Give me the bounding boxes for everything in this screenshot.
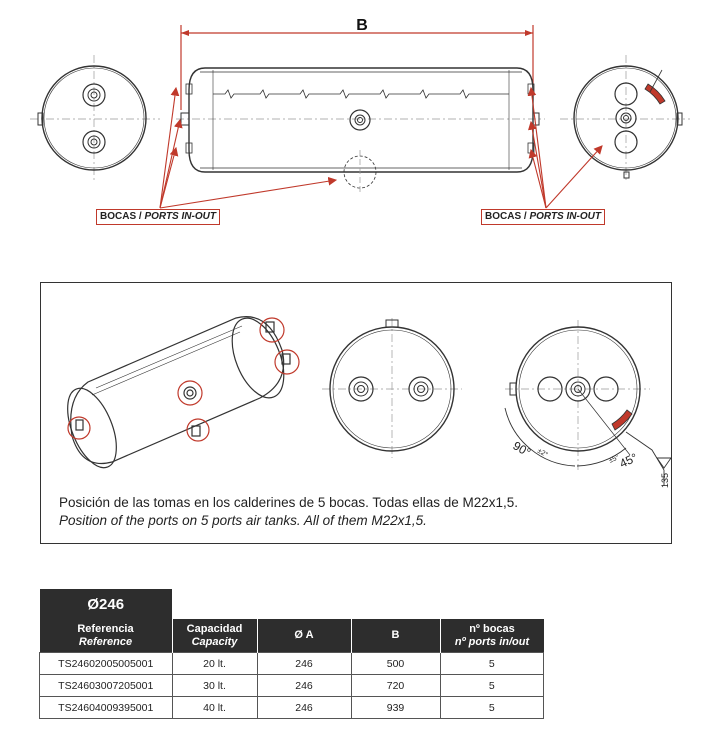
dimension-b-label: B <box>356 17 368 34</box>
cell-diameter-a: 246 <box>257 675 351 697</box>
cell-reference: TS24604009395001 <box>40 697 173 719</box>
header-ports <box>440 619 544 653</box>
table-header-row <box>40 619 544 653</box>
header-ports-es: nº bocas <box>469 622 515 635</box>
cell-capacity: 30 lt. <box>172 675 257 697</box>
ports-label-right-es: BOCAS / <box>485 211 530 222</box>
isometric-port-highlights <box>68 318 299 441</box>
cell-b: 939 <box>351 697 440 719</box>
cell-b: 720 <box>351 675 440 697</box>
header-diameter-a <box>257 619 351 653</box>
angle-90-label: 90° <box>510 438 534 460</box>
caption-spanish: Posición de las tomas en los calderines de 5 bocas. Todas ellas de M22x1,5. <box>59 495 519 510</box>
header-spacer <box>172 589 544 619</box>
angle-45-label: 45° <box>617 450 640 471</box>
header-capacity-en: Capacity <box>191 635 238 648</box>
middle-end-view <box>322 318 462 458</box>
cell-diameter-a: 246 <box>257 653 351 675</box>
angle-45-tolerance: ±5° <box>607 454 621 465</box>
diameter-header: Ø246 <box>40 589 173 619</box>
table-row <box>40 653 544 675</box>
header-b <box>351 619 440 653</box>
cell-capacity: 40 lt. <box>172 697 257 719</box>
ports-label-left-es: BOCAS / <box>100 211 145 222</box>
cell-ports: 5 <box>440 675 544 697</box>
caption-english: Position of the ports on 5 ports air tanks. All of them M22x1,5. <box>59 513 427 528</box>
header-capacity-es: Capacidad <box>186 622 243 635</box>
ports-label-right-en: PORTS IN-OUT <box>529 211 601 222</box>
cell-reference: TS24603007205001 <box>40 675 173 697</box>
cell-b: 500 <box>351 653 440 675</box>
cell-ports: 5 <box>440 697 544 719</box>
cell-capacity: 20 lt. <box>172 653 257 675</box>
header-ports-en: nº ports in/out <box>454 635 530 648</box>
table-row <box>40 697 544 719</box>
angled-end-view <box>505 320 671 486</box>
header-capacity <box>172 619 257 653</box>
isometric-tank <box>58 311 294 475</box>
header-diameter-a-es: Ø A <box>294 629 314 641</box>
spec-table <box>39 589 544 719</box>
cell-reference: TS24602005005001 <box>40 653 173 675</box>
table-row <box>40 675 544 697</box>
header-reference-en: Reference <box>78 635 133 648</box>
ports-label-left-en: PORTS IN-OUT <box>144 211 216 222</box>
cell-diameter-a: 246 <box>257 697 351 719</box>
header-reference-es: Referencia <box>77 622 134 635</box>
header-b-es: B <box>391 629 400 641</box>
weld-size-label: 135 <box>660 472 670 488</box>
header-reference <box>40 619 173 653</box>
cell-ports: 5 <box>440 653 544 675</box>
angle-90-tolerance: ±2° <box>536 447 549 460</box>
